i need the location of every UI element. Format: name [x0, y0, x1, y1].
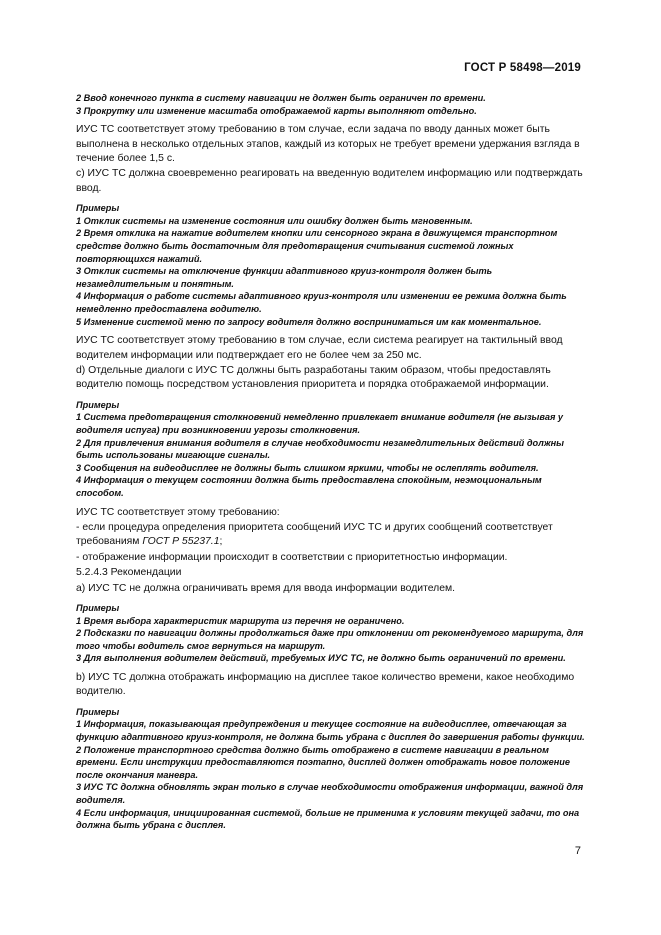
example-item: 3 Отклик системы на отключение функции адаптивного круиз-контроля должен быть незамедлительным и понятным. — [76, 266, 493, 289]
paragraph: ИУС ТС соответствует этому требованию в том случае, если система реагирует на тактильный ввод водителем информации или подтверждает его не более чем за 250 мс. — [76, 335, 563, 361]
example-item: 4 Информация о работе системы адаптивного круиз-контроля или изменении ее режима должна быть немедленно предоставлена водителю. — [76, 291, 567, 314]
example-item: 2 Положение транспортного средства должно быть отображено в системе навигации в реальном времени. Если инструкции предоставляются поэтапно, дисплей должен отображать новое положение после окончания маневра. — [76, 744, 570, 780]
paragraph-list-item — [76, 521, 585, 550]
examples-heading: Примеры — [76, 203, 120, 214]
example-item: 3 Прокрутку или изменение масштаба отображаемой карты выполняют отдельно. — [76, 105, 477, 116]
example-item: 4 Если информация, инициированная системой, больше не применима к условиям текущей задачи, то она должна быть убрана с дисплея. — [76, 807, 580, 831]
text-run: - если процедура определения приоритета сообщений ИУС ТС и других сообщений соответствует требованиям — [76, 521, 553, 548]
example-item: 1 Система предотвращения столкновений немедленно привлекает внимание водителя (не вызывая у водителя испуга) при возникновении угрозы столкновения. — [76, 412, 564, 435]
paragraph-item-d: d) Отдельные диалоги с ИУС ТС должны быть разработаны таким образом, чтобы предоставлять водителю помощь посредством установления приоритета и порядка отображаемой информации. — [76, 364, 551, 391]
paragraph-item-a: a) ИУС ТС не должна ограничивать время для ввода информации водителем. — [76, 582, 456, 594]
example-item: 1 Информация, показывающая предупреждения и текущее состояние на видеодисплее, отвечающая за функцию адаптивного круиз-контроля, не должна быть убрана с дисплея до завершения работы функции. — [76, 719, 585, 742]
page-body — [76, 92, 585, 838]
example-item: 2 Подсказки по навигации должны продолжаться даже при отклонении от рекомендуемого маршрута, для того чтобы водитель смог вернуться на маршрут. — [76, 628, 584, 651]
paragraph: ИУС ТС соответствует этому требованию: — [76, 506, 280, 518]
example-item: 2 Ввод конечного пункта в систему навигации не должен быть ограничен по времени. — [76, 93, 486, 103]
standard-reference: ГОСТ Р 55237.1 — [142, 536, 220, 548]
section-heading: 5.2.4.3 Рекомендации — [76, 567, 182, 579]
paragraph-list-item: - отображение информации происходит в соответствии с приоритетностью информации. — [76, 551, 508, 563]
example-item: 1 Время выбора характеристик маршрута из перечня не ограничено. — [76, 615, 405, 626]
examples-heading: Примеры — [76, 706, 120, 717]
example-item: 1 Отклик системы на изменение состояния или ошибку должен быть мгновенным. — [76, 215, 473, 226]
paragraph: ИУС ТС соответствует этому требованию в том случае, если задача по вводу данных может быть выполнена в несколько отдельных этапов, каждый из которых не требует времени удержания взгляда в течение более 1,5 с. — [76, 124, 580, 164]
examples-block-c — [76, 202, 585, 328]
examples-block-d — [76, 399, 585, 500]
text-run: ; — [219, 536, 223, 548]
example-item: 5 Изменение системой меню по запросу водителя должно восприниматься им как моментальное. — [76, 316, 542, 327]
examples-block-a — [76, 602, 585, 665]
example-item: 4 Информация о текущем состоянии должна быть предоставлена спокойным, неэмоциональным способом. — [76, 475, 542, 498]
example-item: 3 ИУС ТС должна обновлять экран только в случае необходимости отображения информации, важной для водителя. — [76, 782, 584, 805]
example-item: 3 Сообщения на видеодисплее не должны быть слишком яркими, чтобы не ослеплять водителя. — [76, 462, 539, 473]
examples-heading: Примеры — [76, 602, 120, 613]
page-number: 7 — [574, 845, 581, 857]
examples-block-continued — [76, 92, 585, 117]
examples-block-b — [76, 706, 585, 832]
document-id: ГОСТ Р 58498—2019 — [464, 62, 581, 74]
example-item: 3 Для выполнения водителем действий, требуемых ИУС ТС, не должно быть ограничений по времени. — [76, 653, 566, 664]
example-item: 2 Для привлечения внимания водителя в случае необходимости незамедлительных действий должны быть использованы мигающие сигналы. — [76, 437, 565, 461]
example-item: 2 Время отклика на нажатие водителем кнопки или сенсорного экрана в движущемся транспортном средстве должно быть достаточным для предотвращения считывания системой ложных повторяющихся нажатий. — [76, 228, 558, 264]
paragraph-item-b: b) ИУС ТС должна отображать информацию на дисплее такое количество времени, какое необходимо водителю. — [76, 671, 575, 698]
paragraph-item-c: c) ИУС ТС должна своевременно реагировать на введенную водителем информацию или подтверждать ввод. — [76, 168, 583, 194]
examples-heading: Примеры — [76, 399, 120, 410]
